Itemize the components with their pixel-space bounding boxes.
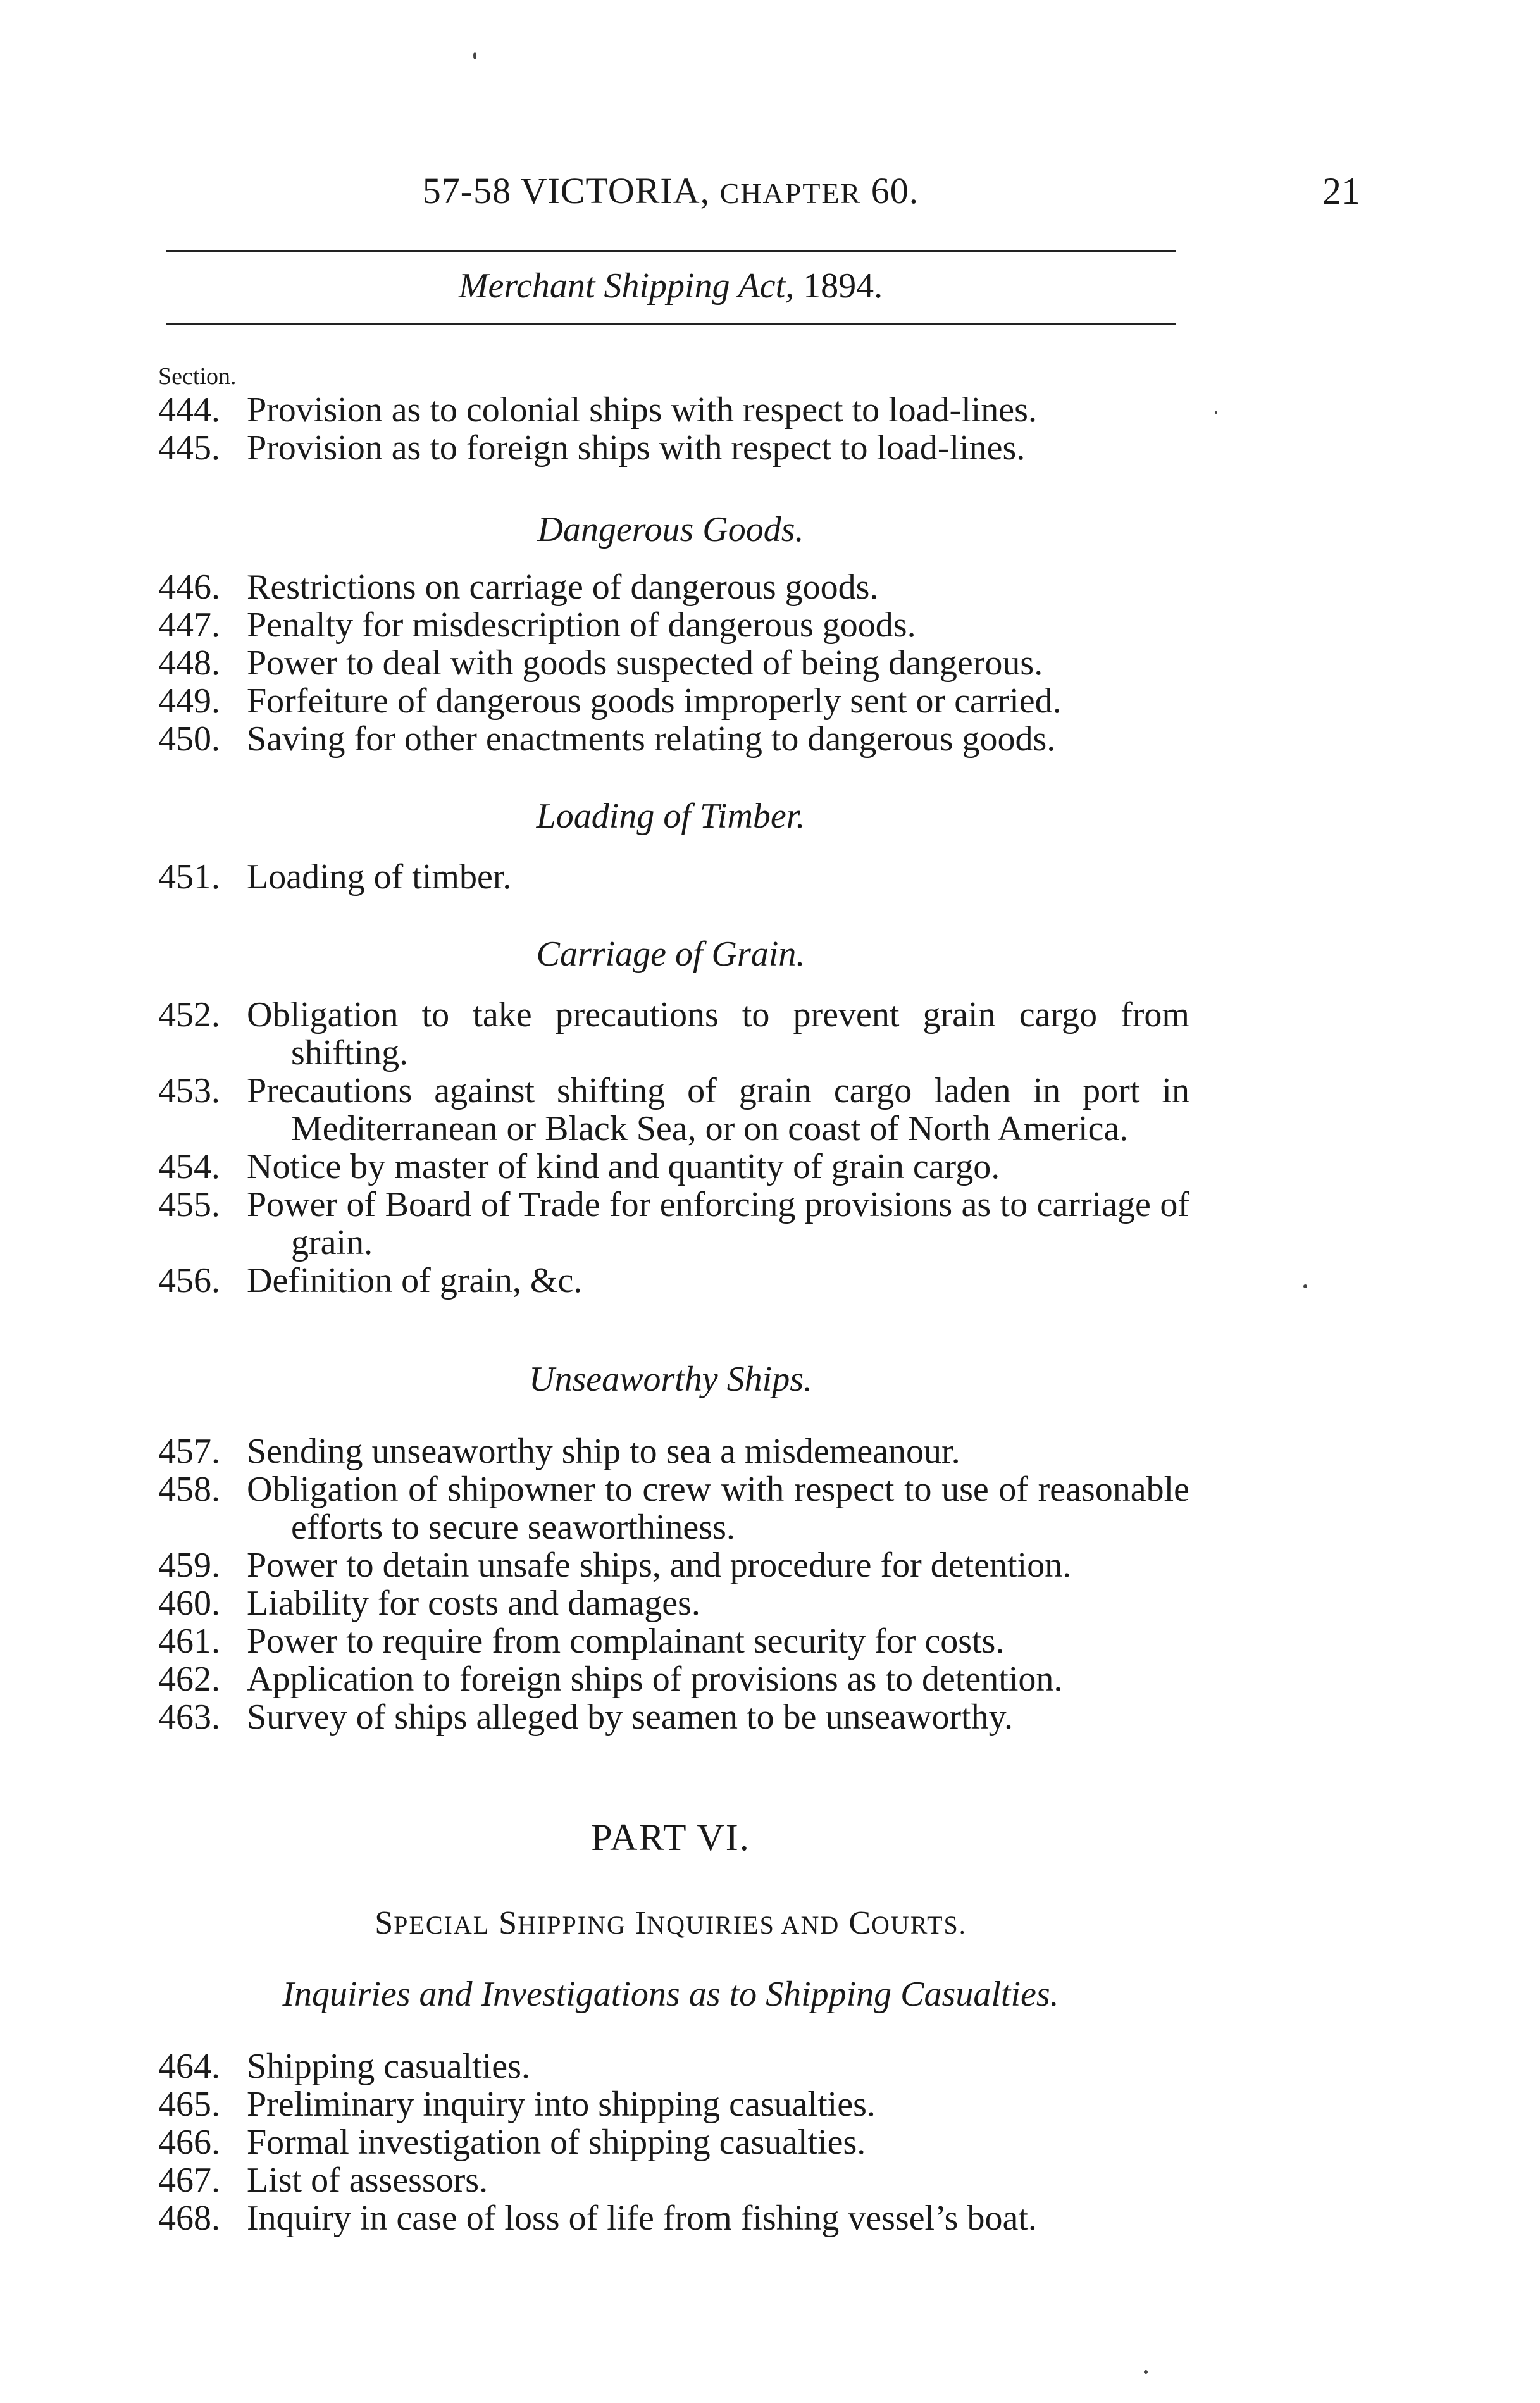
list-item [158, 568, 1189, 606]
list-item [158, 2085, 1189, 2123]
section-title: Liability for costs and damages. [247, 1584, 700, 1623]
scan-speck [1144, 2370, 1148, 2374]
list-item [158, 1622, 1189, 1660]
section-number: 466. [158, 2123, 220, 2162]
section-title: Sending unseaworthy ship to sea a misdemeanour. [247, 1432, 960, 1471]
act-title-text: Merchant Shipping Act, [458, 266, 795, 306]
section-number: 453. [158, 1071, 220, 1110]
header-rule-bottom [166, 323, 1176, 325]
section-number: 467. [158, 2161, 220, 2200]
list-item [158, 1660, 1189, 1698]
running-title [0, 170, 1341, 212]
section-number: 465. [158, 2085, 220, 2124]
section-number: 459. [158, 1546, 220, 1585]
subheading-word: OURTS. [871, 1911, 967, 1939]
list-item [158, 1072, 1189, 1148]
list-item [158, 1148, 1189, 1186]
entry-list-unseaworthy [158, 1432, 1189, 1736]
section-title: Obligation to take precautions to prevent grain cargo from shifting. [247, 995, 1189, 1072]
heading-inquiries: Inquiries and Investigations as to Shipping Casualties. [282, 1975, 1059, 2014]
entry-list-inquiries [158, 2047, 1189, 2237]
section-number: 445. [158, 428, 220, 468]
section-title: Power of Board of Trade for enforcing provisions as to carriage of grain. [247, 1185, 1189, 1262]
list-item [158, 2199, 1189, 2237]
section-title: List of assessors. [247, 2161, 488, 2200]
section-title: Precautions against shifting of grain cargo laden in port in Mediterranean or Black Sea, or on coast of North America. [247, 1071, 1189, 1148]
subheading-word: S [375, 1905, 394, 1941]
chapter-number: 60. [871, 170, 919, 211]
section-title: Formal investigation of shipping casualties. [247, 2123, 866, 2162]
section-title: Application to foreign ships of provisions as to detention. [247, 1660, 1063, 1699]
section-number: 462. [158, 1660, 220, 1699]
list-item [158, 606, 1189, 644]
header-rule-top [166, 250, 1176, 252]
page-number: 21 [1322, 170, 1360, 212]
section-title: Notice by master of kind and quantity of grain cargo. [247, 1147, 1000, 1186]
section-title: Loading of timber. [247, 857, 512, 897]
section-number: 468. [158, 2199, 220, 2238]
list-item [158, 1546, 1189, 1584]
list-item [158, 1470, 1189, 1546]
list-item [158, 1432, 1189, 1470]
running-head [0, 170, 1540, 214]
section-number: 464. [158, 2047, 220, 2086]
section-title: Power to deal with goods suspected of being dangerous. [247, 643, 1043, 683]
list-item [158, 720, 1189, 758]
list-item [158, 2161, 1189, 2199]
section-title: Shipping casualties. [247, 2047, 530, 2086]
list-item [158, 391, 1189, 429]
entry-list-grain [158, 996, 1189, 1300]
list-item [158, 644, 1189, 682]
section-title: Preliminary inquiry into shipping casualties. [247, 2085, 876, 2124]
act-year: 1894. [803, 266, 883, 306]
section-number: 452. [158, 995, 220, 1034]
subheading-word: NQUIRIES AND [647, 1911, 840, 1939]
section-title: Survey of ships alleged by seamen to be unseaworthy. [247, 1698, 1013, 1737]
section-title: Restrictions on carriage of dangerous goods. [247, 568, 879, 607]
part-heading: PART VI. [591, 1816, 750, 1858]
running-title-text: 57-58 VICTORIA, [422, 170, 711, 211]
list-item [158, 682, 1189, 720]
list-item [158, 429, 1189, 467]
section-number: 456. [158, 1261, 220, 1300]
section-title: Power to detain unsafe ships, and procedure for detention. [247, 1546, 1072, 1585]
section-number: 446. [158, 568, 220, 607]
section-title: Provision as to foreign ships with respect to load-lines. [247, 428, 1026, 468]
list-item [158, 1584, 1189, 1622]
section-number: 460. [158, 1584, 220, 1623]
section-title: Obligation of shipowner to crew with respect to use of reasonable efforts to secure seaworthiness. [247, 1470, 1189, 1547]
list-item [158, 1262, 1189, 1300]
scan-speck [1303, 1284, 1307, 1288]
scan-speck [1215, 411, 1217, 414]
section-number: 451. [158, 857, 220, 897]
subheading-word: HIPPING [518, 1911, 626, 1939]
heading-unseaworthy-ships: Unseaworthy Ships. [529, 1360, 812, 1399]
section-number: 461. [158, 1622, 220, 1661]
section-number: 463. [158, 1698, 220, 1737]
subheading-word: C [848, 1905, 872, 1941]
section-number: 450. [158, 719, 220, 759]
act-title [0, 266, 1341, 306]
heading-dangerous-goods: Dangerous Goods. [537, 510, 804, 549]
subheading-word: S [499, 1905, 518, 1941]
section-title: Saving for other enactments relating to dangerous goods. [247, 719, 1056, 759]
part-subheading [0, 1904, 1341, 1942]
section-number: 448. [158, 643, 220, 683]
list-item [158, 1186, 1189, 1262]
chapter-word: CHAPTER [719, 177, 862, 209]
entry-list-timber [158, 858, 1189, 896]
section-number: 449. [158, 681, 220, 721]
subheading-word: PECIAL [394, 1911, 490, 1939]
section-number: 457. [158, 1432, 220, 1471]
list-item [158, 2047, 1189, 2085]
heading-loading-of-timber: Loading of Timber. [536, 797, 805, 836]
section-number: 444. [158, 390, 220, 430]
entry-list-load-lines [158, 391, 1189, 467]
list-item [158, 1698, 1189, 1736]
entry-list-dangerous-goods [158, 568, 1189, 758]
list-item [158, 858, 1189, 896]
scan-speck [473, 52, 476, 59]
section-label: Section. [158, 363, 237, 390]
section-title: Penalty for misdescription of dangerous goods. [247, 605, 916, 645]
list-item [158, 996, 1189, 1072]
section-title: Power to require from complainant security for costs. [247, 1622, 1005, 1661]
section-number: 454. [158, 1147, 220, 1186]
section-title: Forfeiture of dangerous goods improperly sent or carried. [247, 681, 1062, 721]
heading-carriage-of-grain: Carriage of Grain. [536, 934, 805, 974]
section-title: Inquiry in case of loss of life from fishing vessel’s boat. [247, 2199, 1037, 2238]
section-title: Definition of grain, &c. [247, 1261, 583, 1300]
subheading-word: I [635, 1905, 647, 1941]
section-number: 458. [158, 1470, 220, 1509]
section-title: Provision as to colonial ships with respect to load-lines. [247, 390, 1037, 430]
section-number: 455. [158, 1185, 220, 1224]
list-item [158, 2123, 1189, 2161]
section-number: 447. [158, 605, 220, 645]
